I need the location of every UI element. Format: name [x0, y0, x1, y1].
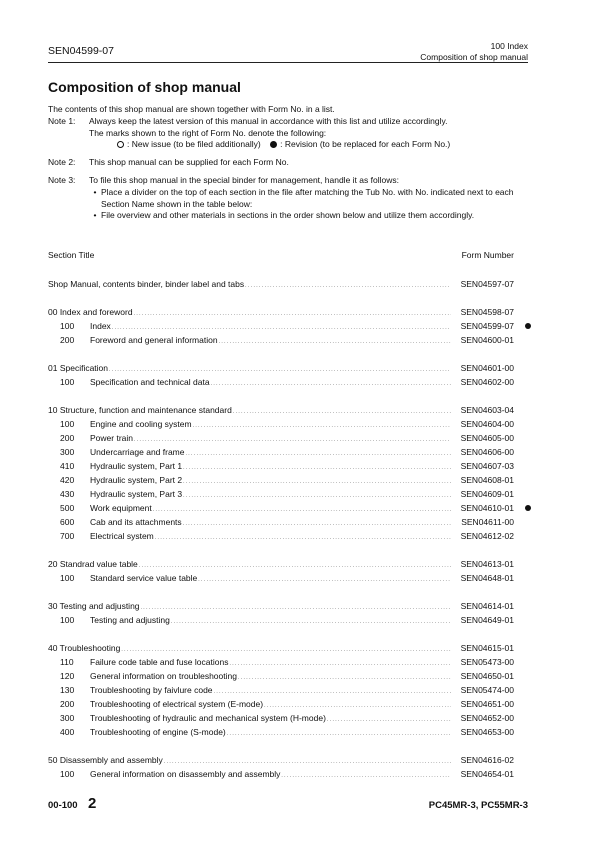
dot-leader [183, 487, 451, 501]
toc-form-number: SEN04604-00 [460, 419, 514, 429]
toc-section-row [48, 305, 514, 319]
toc-spacer [48, 627, 538, 641]
header-subtitle: Composition of shop manual [420, 51, 528, 62]
toc-spacer [48, 585, 538, 599]
toc-form-number: SEN05473-00 [460, 657, 514, 667]
toc-spacer [48, 347, 538, 361]
new-issue-circle-icon [117, 141, 124, 148]
toc-item-title: Failure code table and fuse locations [90, 657, 229, 667]
toc-row [48, 319, 514, 333]
toc-row [48, 683, 514, 697]
bullet-icon: • [93, 186, 97, 197]
toc-form-number: SEN04605-00 [460, 433, 514, 443]
toc-form-number: SEN04615-01 [460, 643, 514, 653]
toc-row [48, 487, 514, 501]
dot-leader [141, 599, 451, 613]
toc-section-row [48, 641, 514, 655]
toc-item-number: 200 [60, 433, 75, 443]
toc-item-title: General information on disassembly and assembly [90, 769, 281, 779]
toc-section-row [48, 599, 514, 613]
intro-block [48, 104, 528, 222]
toc-item-number: 100 [60, 377, 75, 387]
toc-item-title: 01 Specification [48, 363, 109, 373]
dot-leader [109, 361, 451, 375]
toc-item-title: Troubleshooting of engine (S-mode) [90, 727, 226, 737]
toc-item-number: 100 [60, 419, 75, 429]
toc-item-title: Shop Manual, contents binder, binder label and tabs [48, 279, 245, 289]
header-divider [48, 62, 528, 63]
revision-dot-icon [270, 141, 277, 148]
dot-leader [229, 655, 451, 669]
toc-item-number: 300 [60, 447, 75, 457]
toc-row [48, 613, 514, 627]
dot-leader [155, 529, 451, 543]
toc-item-title: Troubleshooting of hydraulic and mechanical system (H-mode) [90, 713, 326, 723]
toc-item-title: Foreword and general information [90, 335, 218, 345]
header-section-info [420, 41, 528, 62]
bullet-2-text: File overview and other materials in sections in the order shown below and utilize them accordingly. [101, 210, 475, 221]
toc-item-title: Work equipment [90, 503, 152, 513]
toc-header-form-number: Form Number [461, 250, 514, 260]
toc-item-title: Cab and its attachments [90, 517, 182, 527]
note-2 [48, 157, 528, 169]
page-header [48, 38, 528, 62]
toc-form-number: SEN04611-00 [461, 517, 514, 527]
toc-header-section-title: Section Title [48, 250, 95, 260]
toc-section-row [48, 361, 514, 375]
toc-item-title: 40 Troubleshooting [48, 643, 121, 653]
mark-new-label: : New issue (to be filed additionally) [127, 139, 261, 150]
note-1-label: Note 1: [48, 115, 76, 126]
toc-item-title: General information on troubleshooting [90, 671, 237, 681]
mark-revision-label: : Revision (to be replaced for each Form No.) [280, 139, 451, 150]
document-id: SEN04599-07 [48, 45, 114, 57]
toc-item-number: 200 [60, 335, 75, 345]
dot-leader [233, 403, 451, 417]
toc-row [48, 711, 514, 725]
dot-leader [281, 767, 451, 781]
dot-leader [121, 641, 451, 655]
dot-leader [139, 557, 451, 571]
toc-row [48, 669, 514, 683]
toc-item-number: 130 [60, 685, 75, 695]
toc-item-title: Electrical system [90, 531, 154, 541]
toc-row [48, 431, 514, 445]
toc-item-title: Hydraulic system, Part 3 [90, 489, 183, 499]
toc-form-number: SEN04608-01 [460, 475, 514, 485]
note-3 [48, 175, 528, 222]
toc-form-number: SEN04648-01 [460, 573, 514, 583]
toc-item-title: 20 Standrad value table [48, 559, 138, 569]
toc-form-number: SEN04614-01 [460, 601, 514, 611]
toc-row [48, 529, 514, 543]
toc-row [48, 655, 514, 669]
toc-item-number: 420 [60, 475, 75, 485]
toc-item-number: 500 [60, 503, 75, 513]
toc-form-number: SEN04613-01 [460, 559, 514, 569]
toc-spacer [48, 739, 538, 753]
dot-leader [153, 501, 451, 515]
toc-section-row [48, 753, 514, 767]
toc-row [48, 333, 514, 347]
bullet-1 [89, 187, 528, 211]
toc-item-number: 100 [60, 321, 75, 331]
dot-leader [211, 375, 451, 389]
toc-row [48, 515, 514, 529]
toc-item-number: 120 [60, 671, 75, 681]
page-title: Composition of shop manual [48, 79, 241, 95]
toc-item-number: 100 [60, 573, 75, 583]
dot-leader [134, 305, 451, 319]
toc-item-title: Standard service value table [90, 573, 198, 583]
toc-item-number: 600 [60, 517, 75, 527]
toc-item-title: 10 Structure, function and maintenance standard [48, 405, 232, 415]
toc-form-number: SEN05474-00 [460, 685, 514, 695]
toc-item-number: 400 [60, 727, 75, 737]
toc-row [48, 501, 514, 515]
toc-item-number: 100 [60, 615, 75, 625]
bullet-2 [89, 210, 528, 222]
toc-form-number: SEN04598-07 [460, 307, 514, 317]
note-1 [48, 116, 528, 151]
toc-item-title: 30 Testing and adjusting [48, 601, 140, 611]
toc-item-title: 50 Disassembly and assembly [48, 755, 163, 765]
toc-form-number: SEN04600-01 [460, 335, 514, 345]
dot-leader [164, 753, 451, 767]
toc-row [48, 725, 514, 739]
toc-row [48, 767, 514, 781]
toc-form-number: SEN04651-00 [460, 699, 514, 709]
toc-spacer [48, 291, 538, 305]
note-2-label: Note 2: [48, 157, 76, 168]
toc-item-number: 200 [60, 699, 75, 709]
toc-item-number: 700 [60, 531, 75, 541]
toc-row [48, 417, 514, 431]
toc-form-number: SEN04649-01 [460, 615, 514, 625]
dot-leader [245, 277, 451, 291]
note-1-text-2: The marks shown to the right of Form No. denote the following: [89, 127, 327, 138]
toc-form-number: SEN04601-00 [460, 363, 514, 373]
toc-item-title: Specification and technical data [90, 377, 210, 387]
page-number: 00-100 [48, 800, 78, 811]
toc-header [48, 250, 514, 260]
toc-spacer [48, 389, 538, 403]
page-footer [48, 795, 528, 815]
toc-form-number: SEN04652-00 [460, 713, 514, 723]
dot-leader [112, 319, 451, 333]
dot-leader [198, 571, 451, 585]
toc-form-number: SEN04650-01 [460, 671, 514, 681]
dot-leader [214, 683, 451, 697]
toc-form-number: SEN04599-07 [460, 321, 514, 331]
dot-leader [183, 459, 451, 473]
toc-item-number: 300 [60, 713, 75, 723]
dot-leader [186, 445, 452, 459]
toc-item-number: 100 [60, 769, 75, 779]
toc-item-number: 430 [60, 489, 75, 499]
toc-item-title: Testing and adjusting [90, 615, 170, 625]
revision-dot-icon [525, 505, 531, 511]
intro-line: The contents of this shop manual are shown together with Form No. in a list. [48, 104, 335, 114]
toc-item-title: Index [90, 321, 111, 331]
toc-form-number: SEN04610-01 [460, 503, 514, 513]
toc-form-number: SEN04609-01 [460, 489, 514, 499]
dot-leader [183, 515, 451, 529]
toc-form-number: SEN04653-00 [460, 727, 514, 737]
toc-row [48, 473, 514, 487]
toc-item-title: Undercarriage and frame [90, 447, 185, 457]
bullet-1-text: Place a divider on the top of each section in the file after matching the Tub No. with No. indicated next to each Section Name shown in the table below: [101, 186, 514, 209]
header-section: 100 Index [490, 41, 528, 51]
toc-row [48, 571, 514, 585]
dot-leader [327, 711, 451, 725]
marks-legend [89, 139, 528, 151]
table-of-contents [48, 277, 538, 781]
note-2-text: This shop manual can be supplied for each Form No. [89, 157, 289, 168]
bullet-icon: • [93, 210, 97, 221]
toc-item-title: Power train [90, 433, 133, 443]
toc-item-number: 110 [60, 657, 74, 667]
toc-item-title: Engine and cooling system [90, 419, 192, 429]
toc-item-title: Hydraulic system, Part 1 [90, 461, 183, 471]
toc-form-number: SEN04602-00 [460, 377, 514, 387]
dot-leader [183, 473, 451, 487]
note-3-label: Note 3: [48, 174, 76, 185]
toc-form-number: SEN04603-04 [460, 405, 514, 415]
revision-number: 2 [88, 795, 97, 812]
revision-dot-icon [525, 323, 531, 329]
toc-section-row [48, 403, 514, 417]
toc-item-number: 410 [60, 461, 75, 471]
toc-row [48, 445, 514, 459]
dot-leader [238, 669, 451, 683]
dot-leader [134, 431, 451, 445]
toc-form-number: SEN04616-02 [460, 755, 514, 765]
dot-leader [227, 725, 451, 739]
toc-form-number: SEN04612-02 [460, 531, 514, 541]
toc-spacer [48, 543, 538, 557]
toc-section-row [48, 557, 514, 571]
toc-form-number: SEN04597-07 [460, 279, 514, 289]
toc-item-title: Hydraulic system, Part 2 [90, 475, 183, 485]
dot-leader [171, 613, 451, 627]
dot-leader [193, 417, 451, 431]
toc-form-number: SEN04606-00 [460, 447, 514, 457]
toc-row [48, 375, 514, 389]
note-3-text: To file this shop manual in the special binder for management, handle it as follows: [89, 174, 399, 185]
dot-leader [219, 333, 451, 347]
toc-item-title: Troubleshooting of electrical system (E-mode) [90, 699, 264, 709]
toc-section-row [48, 277, 514, 291]
toc-form-number: SEN04654-01 [460, 769, 514, 779]
toc-row [48, 459, 514, 473]
note-1-text: Always keep the latest version of this manual in accordance with this list and utilize accordingly. [89, 115, 448, 126]
toc-row [48, 697, 514, 711]
toc-item-title: Troubleshooting by faivlure code [90, 685, 213, 695]
toc-form-number: SEN04607-03 [460, 461, 514, 471]
toc-item-title: 00 Index and foreword [48, 307, 133, 317]
model-name: PC45MR-3, PC55MR-3 [428, 800, 528, 811]
dot-leader [264, 697, 451, 711]
